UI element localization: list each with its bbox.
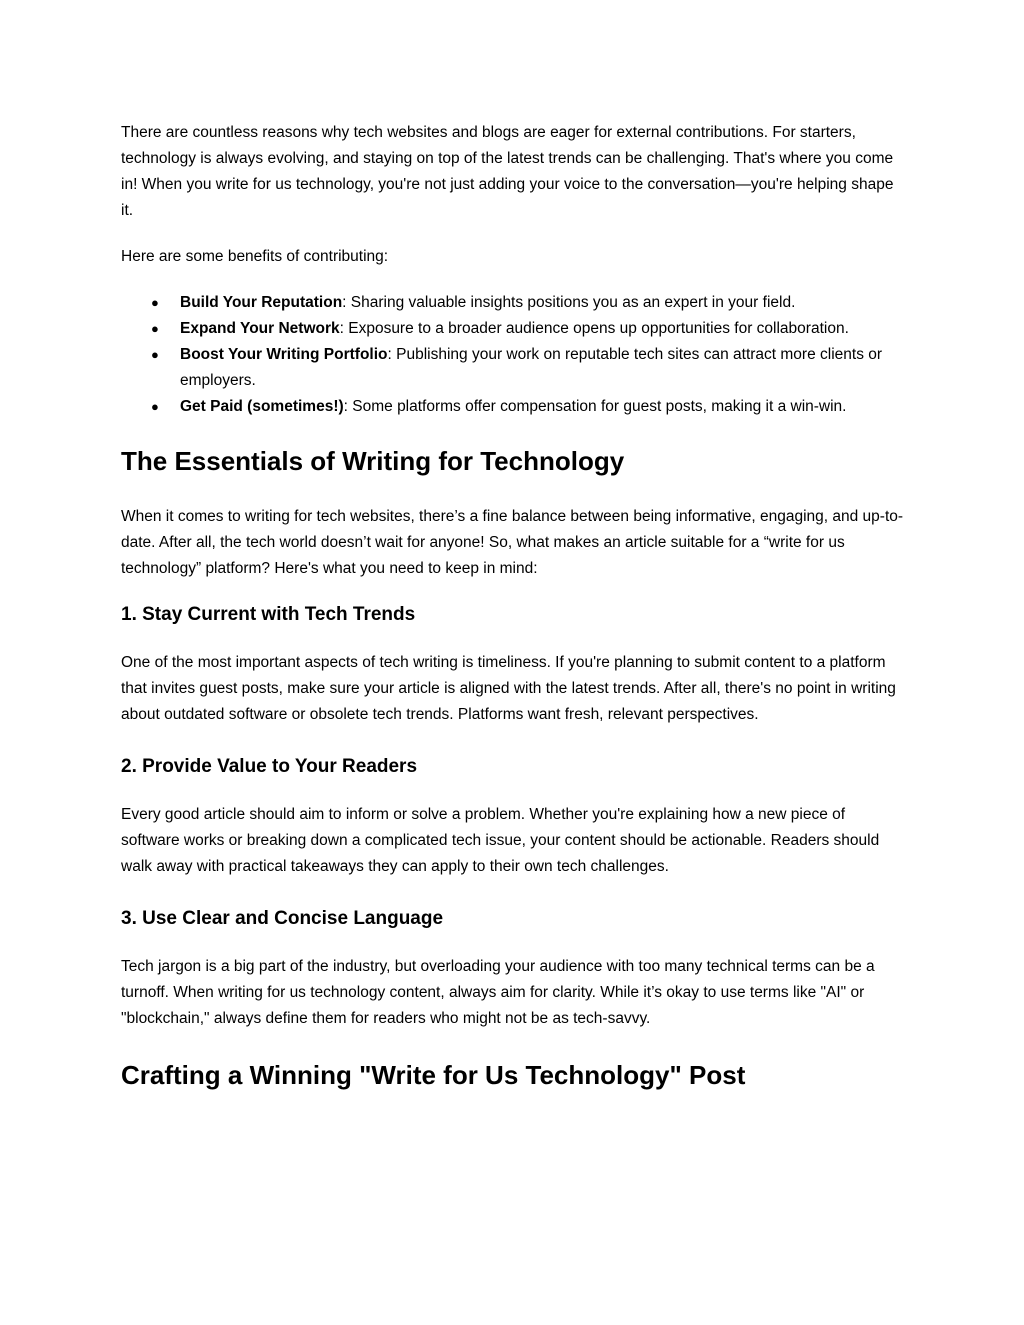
section-heading-stay-current: 1. Stay Current with Tech Trends [121, 604, 416, 625]
benefit-text: : Exposure to a broader audience opens up opportunities for collaboration. [339, 320, 849, 337]
bullet-icon: ● [151, 295, 159, 310]
document-page [121, 120, 906, 1092]
list-item [121, 342, 906, 394]
section-paragraph-provide-value: Every good article should aim to inform or solve a problem. Whether you're explaining how a new piece of software works or breaking down a complicated tech issue, your content should be actionable. Readers should walk away with practical takeaways they can apply to their own tech challenges. [121, 806, 880, 875]
bullet-icon: ● [151, 399, 159, 414]
bullet-icon: ● [151, 347, 159, 362]
benefit-title: Get Paid (sometimes!) [180, 398, 344, 415]
bullet-icon: ● [151, 321, 159, 336]
section-paragraph-clear-language: Tech jargon is a big part of the industry, but overloading your audience with too many technical terms can be a turnoff. When writing for us technology content, always aim for clarity. While it’s okay to use terms like "AI" or "blockchain," always define them for readers who might not be as tech-savvy. [121, 958, 875, 1027]
crafting-heading: Crafting a Winning "Write for Us Technology" Post [121, 1060, 746, 1090]
list-item [121, 290, 906, 316]
benefit-title: Expand Your Network [180, 320, 340, 337]
benefit-title: Boost Your Writing Portfolio [180, 346, 388, 363]
benefit-text: : Publishing your work on reputable tech sites can attract more clients or employers. [180, 346, 883, 389]
essentials-paragraph: When it comes to writing for tech websites, there’s a fine balance between being informative, engaging, and up-to-date. After all, the tech world doesn’t wait for anyone! So, what makes an article suitable for a “write for us technology” platform? Here's what you need to keep in mind: [121, 508, 904, 577]
essentials-heading: The Essentials of Writing for Technology [121, 446, 625, 476]
benefits-intro: Here are some benefits of contributing: [121, 248, 389, 265]
section-heading-clear-language: 3. Use Clear and Concise Language [121, 908, 444, 929]
intro-paragraph: There are countless reasons why tech websites and blogs are eager for external contributions. For starters, technology is always evolving, and staying on top of the latest trends can be challenging. That's where you come in! When you write for us technology, you're not just adding your voice to the conversation—you're helping shape it. [121, 124, 894, 219]
benefit-text: : Some platforms offer compensation for guest posts, making it a win-win. [343, 398, 847, 415]
benefit-title: Build Your Reputation [180, 294, 343, 311]
section-heading-provide-value: 2. Provide Value to Your Readers [121, 756, 418, 777]
list-item [121, 316, 906, 342]
benefits-list [121, 290, 906, 420]
benefit-text: : Sharing valuable insights positions you as an expert in your field. [342, 294, 796, 311]
list-item [121, 394, 906, 420]
section-paragraph-stay-current: One of the most important aspects of tech writing is timeliness. If you're planning to submit content to a platform that invites guest posts, make sure your article is aligned with the latest trends. After all, there's no point in writing about outdated software or obsolete tech trends. Platforms want fresh, relevant perspectives. [121, 654, 896, 723]
